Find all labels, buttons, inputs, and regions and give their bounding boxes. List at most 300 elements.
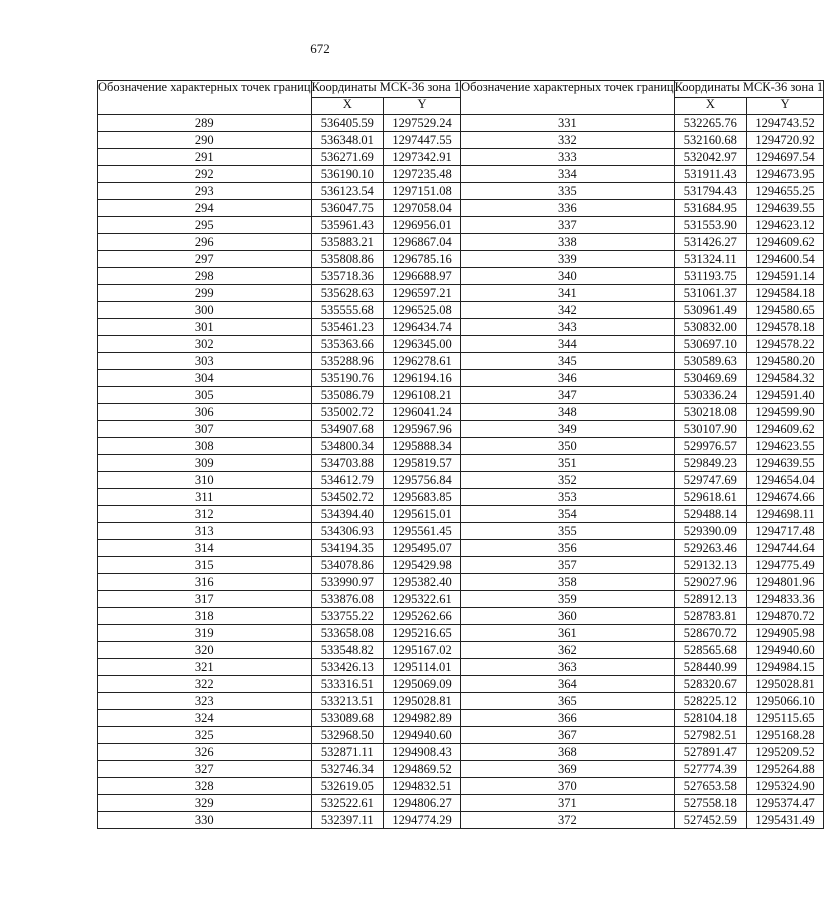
table-row (461, 404, 824, 421)
y-coordinate-cell: 1297447.55 (384, 132, 461, 149)
table-row (461, 727, 824, 744)
x-coordinate-cell: 528225.12 (674, 693, 746, 710)
point-number-cell: 331 (461, 115, 675, 132)
point-number-cell: 296 (98, 234, 312, 251)
y-coordinate-cell: 1296434.74 (384, 319, 461, 336)
y-coordinate-cell: 1295888.34 (384, 438, 461, 455)
y-coordinate-cell: 1295382.40 (384, 574, 461, 591)
x-coordinate-cell: 534394.40 (311, 506, 383, 523)
x-coordinate-cell: 529747.69 (674, 472, 746, 489)
x-coordinate-cell: 529263.46 (674, 540, 746, 557)
table-row (461, 183, 824, 200)
y-coordinate-cell: 1294673.95 (747, 166, 824, 183)
point-number-cell: 327 (98, 761, 312, 778)
table-row (98, 540, 461, 557)
table-row (461, 251, 824, 268)
x-coordinate-cell: 529132.13 (674, 557, 746, 574)
x-coordinate-cell: 529027.96 (674, 574, 746, 591)
table-row (461, 625, 824, 642)
point-number-cell: 299 (98, 285, 312, 302)
point-number-cell: 371 (461, 795, 675, 812)
y-coordinate-cell: 1295168.28 (747, 727, 824, 744)
y-coordinate-cell: 1294609.62 (747, 421, 824, 438)
point-number-cell: 320 (98, 642, 312, 659)
coordinates-tables (97, 80, 824, 829)
point-number-cell: 350 (461, 438, 675, 455)
table-row (98, 727, 461, 744)
x-coordinate-cell: 534800.34 (311, 438, 383, 455)
x-coordinate-cell: 533316.51 (311, 676, 383, 693)
point-number-cell: 315 (98, 557, 312, 574)
x-coordinate-cell: 531911.43 (674, 166, 746, 183)
point-number-cell: 294 (98, 200, 312, 217)
table-row (461, 234, 824, 251)
x-coordinate-cell: 534612.79 (311, 472, 383, 489)
point-number-cell: 353 (461, 489, 675, 506)
point-number-cell: 335 (461, 183, 675, 200)
y-coordinate-cell: 1294984.15 (747, 659, 824, 676)
table-row (98, 574, 461, 591)
x-coordinate-cell: 533548.82 (311, 642, 383, 659)
point-number-cell: 360 (461, 608, 675, 625)
y-coordinate-cell: 1294600.54 (747, 251, 824, 268)
y-coordinate-cell: 1296525.08 (384, 302, 461, 319)
x-coordinate-cell: 535883.21 (311, 234, 383, 251)
x-coordinate-cell: 530961.49 (674, 302, 746, 319)
x-coordinate-cell: 536047.75 (311, 200, 383, 217)
point-number-cell: 308 (98, 438, 312, 455)
table-row (461, 506, 824, 523)
x-header: X (674, 98, 746, 115)
y-coordinate-cell: 1294580.20 (747, 353, 824, 370)
x-coordinate-cell: 529390.09 (674, 523, 746, 540)
x-coordinate-cell: 527452.59 (674, 812, 746, 829)
x-coordinate-cell: 527774.39 (674, 761, 746, 778)
y-coordinate-cell: 1296194.16 (384, 370, 461, 387)
table-row (98, 421, 461, 438)
point-number-cell: 352 (461, 472, 675, 489)
table-row (98, 217, 461, 234)
table-row (98, 778, 461, 795)
table-row (98, 659, 461, 676)
x-coordinate-cell: 531553.90 (674, 217, 746, 234)
y-coordinate-cell: 1294833.36 (747, 591, 824, 608)
x-coordinate-cell: 533089.68 (311, 710, 383, 727)
table-row (98, 523, 461, 540)
designation-header: Обозначение характерных точек границ (461, 81, 675, 115)
y-coordinate-cell: 1294940.60 (384, 727, 461, 744)
table-row (461, 659, 824, 676)
x-coordinate-cell: 528320.67 (674, 676, 746, 693)
table-row (98, 336, 461, 353)
point-number-cell: 359 (461, 591, 675, 608)
point-number-cell: 336 (461, 200, 675, 217)
table-row (98, 251, 461, 268)
point-number-cell: 306 (98, 404, 312, 421)
point-number-cell: 328 (98, 778, 312, 795)
x-coordinate-cell: 528912.13 (674, 591, 746, 608)
x-coordinate-cell: 536190.10 (311, 166, 383, 183)
point-number-cell: 329 (98, 795, 312, 812)
y-coordinate-cell: 1297342.91 (384, 149, 461, 166)
y-coordinate-cell: 1294580.65 (747, 302, 824, 319)
table-row (98, 302, 461, 319)
y-coordinate-cell: 1297058.04 (384, 200, 461, 217)
table-row (461, 217, 824, 234)
point-number-cell: 307 (98, 421, 312, 438)
y-coordinate-cell: 1295114.01 (384, 659, 461, 676)
coordinates-table-left (97, 80, 461, 829)
point-number-cell: 339 (461, 251, 675, 268)
x-coordinate-cell: 531426.27 (674, 234, 746, 251)
point-number-cell: 369 (461, 761, 675, 778)
x-coordinate-cell: 535461.23 (311, 319, 383, 336)
point-number-cell: 333 (461, 149, 675, 166)
table-row (461, 744, 824, 761)
y-coordinate-cell: 1295429.98 (384, 557, 461, 574)
table-row (461, 812, 824, 829)
x-coordinate-cell: 535363.66 (311, 336, 383, 353)
point-number-cell: 332 (461, 132, 675, 149)
table-row (461, 455, 824, 472)
x-coordinate-cell: 531794.43 (674, 183, 746, 200)
y-coordinate-cell: 1295756.84 (384, 472, 461, 489)
point-number-cell: 372 (461, 812, 675, 829)
y-header: Y (384, 98, 461, 115)
table-row (461, 438, 824, 455)
point-number-cell: 295 (98, 217, 312, 234)
table-row (98, 489, 461, 506)
point-number-cell: 347 (461, 387, 675, 404)
table-row (98, 353, 461, 370)
y-coordinate-cell: 1294591.14 (747, 268, 824, 285)
x-coordinate-cell: 532042.97 (674, 149, 746, 166)
point-number-cell: 292 (98, 166, 312, 183)
table-row (98, 183, 461, 200)
x-coordinate-cell: 532160.68 (674, 132, 746, 149)
y-coordinate-cell: 1294774.29 (384, 812, 461, 829)
y-coordinate-cell: 1296956.01 (384, 217, 461, 234)
table-row (461, 132, 824, 149)
table-row (461, 353, 824, 370)
point-number-cell: 356 (461, 540, 675, 557)
y-coordinate-cell: 1296785.16 (384, 251, 461, 268)
y-coordinate-cell: 1297235.48 (384, 166, 461, 183)
table-row (461, 489, 824, 506)
y-coordinate-cell: 1295967.96 (384, 421, 461, 438)
table-row (98, 404, 461, 421)
table-row (98, 115, 461, 132)
x-coordinate-cell: 527558.18 (674, 795, 746, 812)
point-number-cell: 305 (98, 387, 312, 404)
y-coordinate-cell: 1294578.18 (747, 319, 824, 336)
y-coordinate-cell: 1295069.09 (384, 676, 461, 693)
y-coordinate-cell: 1294584.32 (747, 370, 824, 387)
x-coordinate-cell: 533990.97 (311, 574, 383, 591)
y-coordinate-cell: 1294743.52 (747, 115, 824, 132)
y-coordinate-cell: 1295115.65 (747, 710, 824, 727)
y-coordinate-cell: 1294609.62 (747, 234, 824, 251)
x-coordinate-cell: 530697.10 (674, 336, 746, 353)
point-number-cell: 341 (461, 285, 675, 302)
point-number-cell: 319 (98, 625, 312, 642)
y-coordinate-cell: 1295374.47 (747, 795, 824, 812)
point-number-cell: 298 (98, 268, 312, 285)
y-coordinate-cell: 1294623.12 (747, 217, 824, 234)
y-coordinate-cell: 1295264.88 (747, 761, 824, 778)
x-coordinate-cell: 532746.34 (311, 761, 383, 778)
table-row (461, 591, 824, 608)
table-row (98, 268, 461, 285)
y-coordinate-cell: 1294806.27 (384, 795, 461, 812)
point-number-cell: 330 (98, 812, 312, 829)
point-number-cell: 323 (98, 693, 312, 710)
point-number-cell: 358 (461, 574, 675, 591)
point-number-cell: 357 (461, 557, 675, 574)
x-coordinate-cell: 532522.61 (311, 795, 383, 812)
x-coordinate-cell: 530336.24 (674, 387, 746, 404)
y-coordinate-cell: 1294655.25 (747, 183, 824, 200)
x-coordinate-cell: 533658.08 (311, 625, 383, 642)
y-coordinate-cell: 1296108.21 (384, 387, 461, 404)
y-coordinate-cell: 1294832.51 (384, 778, 461, 795)
point-number-cell: 322 (98, 676, 312, 693)
x-coordinate-cell: 529976.57 (674, 438, 746, 455)
designation-header: Обозначение характерных точек границ (98, 81, 312, 115)
x-coordinate-cell: 529849.23 (674, 455, 746, 472)
table-row (461, 370, 824, 387)
table-row (98, 234, 461, 251)
x-coordinate-cell: 534194.35 (311, 540, 383, 557)
table-row (98, 132, 461, 149)
x-coordinate-cell: 533755.22 (311, 608, 383, 625)
table-row (461, 608, 824, 625)
x-coordinate-cell: 534078.86 (311, 557, 383, 574)
table-row (98, 319, 461, 336)
y-coordinate-cell: 1294717.48 (747, 523, 824, 540)
x-coordinate-cell: 528565.68 (674, 642, 746, 659)
table-row (461, 387, 824, 404)
table-row (98, 625, 461, 642)
x-coordinate-cell: 532968.50 (311, 727, 383, 744)
y-coordinate-cell: 1294869.52 (384, 761, 461, 778)
y-coordinate-cell: 1294654.04 (747, 472, 824, 489)
x-coordinate-cell: 535628.63 (311, 285, 383, 302)
table-row (98, 455, 461, 472)
y-coordinate-cell: 1295495.07 (384, 540, 461, 557)
table-row (98, 591, 461, 608)
x-coordinate-cell: 528783.81 (674, 608, 746, 625)
point-number-cell: 348 (461, 404, 675, 421)
table-row (98, 693, 461, 710)
coordinates-header: Координаты МСК-36 зона 1 (674, 81, 824, 98)
table-row (98, 795, 461, 812)
y-coordinate-cell: 1294599.90 (747, 404, 824, 421)
point-number-cell: 317 (98, 591, 312, 608)
x-header: X (311, 98, 383, 115)
y-coordinate-cell: 1294591.40 (747, 387, 824, 404)
point-number-cell: 343 (461, 319, 675, 336)
y-coordinate-cell: 1295216.65 (384, 625, 461, 642)
x-coordinate-cell: 535808.86 (311, 251, 383, 268)
point-number-cell: 334 (461, 166, 675, 183)
x-coordinate-cell: 532265.76 (674, 115, 746, 132)
y-coordinate-cell: 1295322.61 (384, 591, 461, 608)
point-number-cell: 302 (98, 336, 312, 353)
x-coordinate-cell: 536123.54 (311, 183, 383, 200)
table-row (461, 761, 824, 778)
y-coordinate-cell: 1297529.24 (384, 115, 461, 132)
y-coordinate-cell: 1295615.01 (384, 506, 461, 523)
table-row (98, 557, 461, 574)
table-row (98, 812, 461, 829)
x-coordinate-cell: 531061.37 (674, 285, 746, 302)
point-number-cell: 311 (98, 489, 312, 506)
table-row (98, 761, 461, 778)
y-coordinate-cell: 1296688.97 (384, 268, 461, 285)
point-number-cell: 337 (461, 217, 675, 234)
point-number-cell: 318 (98, 608, 312, 625)
table-row (461, 676, 824, 693)
table-row (98, 710, 461, 727)
table-row (461, 778, 824, 795)
x-coordinate-cell: 528104.18 (674, 710, 746, 727)
y-coordinate-cell: 1295324.90 (747, 778, 824, 795)
point-number-cell: 351 (461, 455, 675, 472)
point-number-cell: 325 (98, 727, 312, 744)
x-coordinate-cell: 535555.68 (311, 302, 383, 319)
y-coordinate-cell: 1294720.92 (747, 132, 824, 149)
y-coordinate-cell: 1295028.81 (747, 676, 824, 693)
y-coordinate-cell: 1295431.49 (747, 812, 824, 829)
table-row (461, 149, 824, 166)
y-coordinate-cell: 1296278.61 (384, 353, 461, 370)
point-number-cell: 314 (98, 540, 312, 557)
x-coordinate-cell: 536348.01 (311, 132, 383, 149)
point-number-cell: 363 (461, 659, 675, 676)
table-row (98, 387, 461, 404)
y-coordinate-cell: 1295262.66 (384, 608, 461, 625)
point-number-cell: 309 (98, 455, 312, 472)
table-row (98, 200, 461, 217)
y-coordinate-cell: 1294698.11 (747, 506, 824, 523)
table-row (461, 693, 824, 710)
y-coordinate-cell: 1295167.02 (384, 642, 461, 659)
y-header: Y (747, 98, 824, 115)
y-coordinate-cell: 1294908.43 (384, 744, 461, 761)
x-coordinate-cell: 535190.76 (311, 370, 383, 387)
x-coordinate-cell: 534502.72 (311, 489, 383, 506)
y-coordinate-cell: 1295066.10 (747, 693, 824, 710)
point-number-cell: 355 (461, 523, 675, 540)
point-number-cell: 349 (461, 421, 675, 438)
table-row (98, 642, 461, 659)
table-row (461, 200, 824, 217)
x-coordinate-cell: 535961.43 (311, 217, 383, 234)
y-coordinate-cell: 1294639.55 (747, 455, 824, 472)
table-row (461, 285, 824, 302)
point-number-cell: 364 (461, 676, 675, 693)
point-number-cell: 297 (98, 251, 312, 268)
point-number-cell: 344 (461, 336, 675, 353)
x-coordinate-cell: 535002.72 (311, 404, 383, 421)
y-coordinate-cell: 1294674.66 (747, 489, 824, 506)
x-coordinate-cell: 533876.08 (311, 591, 383, 608)
point-number-cell: 293 (98, 183, 312, 200)
point-number-cell: 368 (461, 744, 675, 761)
table-row (461, 268, 824, 285)
point-number-cell: 324 (98, 710, 312, 727)
x-coordinate-cell: 531684.95 (674, 200, 746, 217)
point-number-cell: 361 (461, 625, 675, 642)
point-number-cell: 303 (98, 353, 312, 370)
y-coordinate-cell: 1295028.81 (384, 693, 461, 710)
x-coordinate-cell: 527982.51 (674, 727, 746, 744)
point-number-cell: 289 (98, 115, 312, 132)
x-coordinate-cell: 529618.61 (674, 489, 746, 506)
table-row (461, 574, 824, 591)
x-coordinate-cell: 535086.79 (311, 387, 383, 404)
table-row (461, 523, 824, 540)
table-row (98, 676, 461, 693)
x-coordinate-cell: 534703.88 (311, 455, 383, 472)
y-coordinate-cell: 1296345.00 (384, 336, 461, 353)
point-number-cell: 316 (98, 574, 312, 591)
y-coordinate-cell: 1296041.24 (384, 404, 461, 421)
point-number-cell: 340 (461, 268, 675, 285)
table-row (98, 744, 461, 761)
table-row (461, 557, 824, 574)
x-coordinate-cell: 530589.63 (674, 353, 746, 370)
y-coordinate-cell: 1295819.57 (384, 455, 461, 472)
table-body-right (461, 115, 824, 829)
y-coordinate-cell: 1294982.89 (384, 710, 461, 727)
y-coordinate-cell: 1294578.22 (747, 336, 824, 353)
x-coordinate-cell: 530218.08 (674, 404, 746, 421)
x-coordinate-cell: 532397.11 (311, 812, 383, 829)
table-row (98, 438, 461, 455)
point-number-cell: 345 (461, 353, 675, 370)
point-number-cell: 354 (461, 506, 675, 523)
point-number-cell: 326 (98, 744, 312, 761)
x-coordinate-cell: 533426.13 (311, 659, 383, 676)
point-number-cell: 365 (461, 693, 675, 710)
table-row (461, 302, 824, 319)
table-row (98, 472, 461, 489)
y-coordinate-cell: 1294905.98 (747, 625, 824, 642)
y-coordinate-cell: 1296867.04 (384, 234, 461, 251)
table-row (461, 319, 824, 336)
y-coordinate-cell: 1294639.55 (747, 200, 824, 217)
point-number-cell: 310 (98, 472, 312, 489)
page-number: 672 (310, 41, 330, 56)
table-row (461, 472, 824, 489)
point-number-cell: 304 (98, 370, 312, 387)
table-row (98, 285, 461, 302)
y-coordinate-cell: 1294697.54 (747, 149, 824, 166)
x-coordinate-cell: 535718.36 (311, 268, 383, 285)
point-number-cell: 290 (98, 132, 312, 149)
point-number-cell: 370 (461, 778, 675, 795)
y-coordinate-cell: 1295561.45 (384, 523, 461, 540)
x-coordinate-cell: 533213.51 (311, 693, 383, 710)
x-coordinate-cell: 534907.68 (311, 421, 383, 438)
table-row (461, 336, 824, 353)
point-number-cell: 338 (461, 234, 675, 251)
y-coordinate-cell: 1294623.55 (747, 438, 824, 455)
y-coordinate-cell: 1294870.72 (747, 608, 824, 625)
point-number-cell: 367 (461, 727, 675, 744)
